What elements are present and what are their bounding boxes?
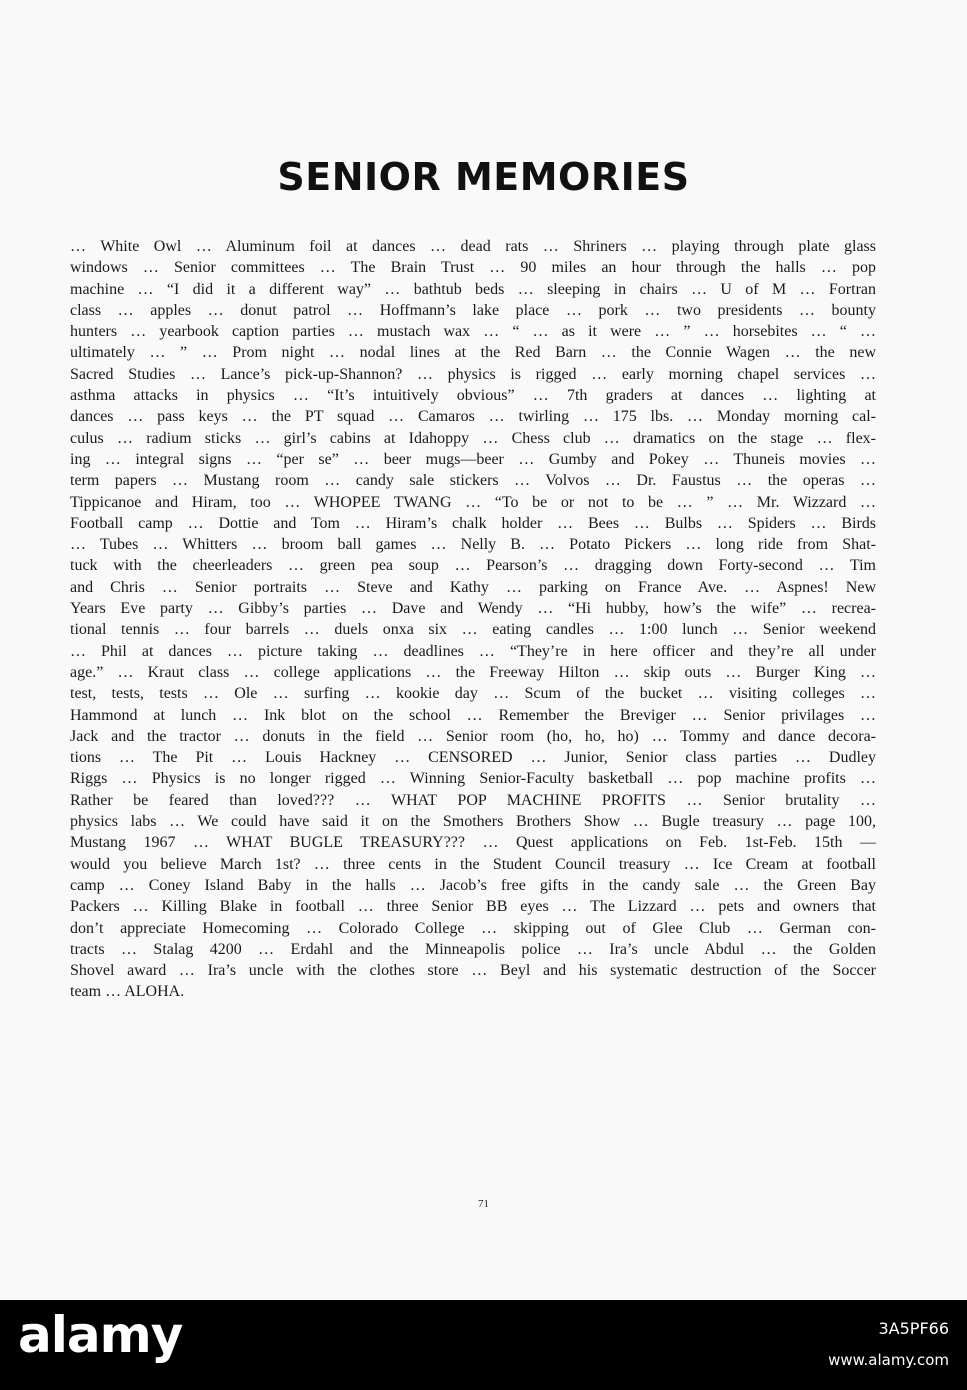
text-line: Football camp … Dottie and Tom … Hiram’s chalk holder … Bees … Bulbs … Spiders … Birds	[70, 514, 876, 532]
text-line: culus … radium sticks … girl’s cabins at Idahoppy … Chess club … dramatics on the stage … flex-	[70, 429, 876, 447]
text-line: class … apples … donut patrol … Hoffmann’s lake place … pork … two presidents … bounty	[70, 301, 876, 319]
text-line: Years Eve party … Gibby’s parties … Dave and Wendy … “Hi hubby, how’s the wife” … recrea-	[70, 600, 876, 618]
text-line: asthma attacks in physics … “It’s intuitively obvious” … 7th graders at dances … lighting at	[70, 387, 876, 405]
text-line: tional tennis … four barrels … duels onxa six … eating candles … 1:00 lunch … Senior weekend	[70, 621, 876, 639]
text-line: Jack and the tractor … donuts in the field … Senior room (ho, ho, ho) … Tommy and dance decora-	[70, 727, 876, 745]
text-line: don’t appreciate Homecoming … Colorado College … skipping out of Glee Club … German con-	[70, 919, 876, 937]
text-line: camp … Coney Island Baby in the halls … Jacob’s free gifts in the candy sale … the Green Bay	[70, 876, 876, 894]
text-line: Riggs … Physics is no longer rigged … Winning Senior-Faculty basketball … pop machine profits …	[70, 770, 876, 788]
text-line: test, tests, tests … Ole … surfing … kookie day … Scum of the bucket … visiting colleges …	[70, 685, 876, 703]
text-line: hunters … yearbook caption parties … mustach wax … “ … as it were … ” … horsebites … “ …	[70, 323, 876, 341]
text-line: physics labs … We could have said it on the Smothers Brothers Show … Bugle treasury … page 100,	[70, 813, 876, 831]
text-line: Mustang 1967 … WHAT BUGLE TREASURY??? … Quest applications on Feb. 1st-Feb. 15th —	[70, 834, 876, 852]
text-line: would you believe March 1st? … three cents in the Student Council treasury … Ice Cream at football	[70, 855, 876, 873]
text-line: tuck with the cheerleaders … green pea soup … Pearson’s … dragging down Forty-second … Tim	[70, 557, 876, 575]
text-line: windows … Senior committees … The Brain Trust … 90 miles an hour through the halls … pop	[70, 259, 876, 277]
text-line: age.” … Kraut class … college applications … the Freeway Hilton … skip outs … Burger King …	[70, 663, 876, 681]
text-line: Shovel award … Ira’s uncle with the clothes store … Beyl and his systematic destruction of the Soccer	[70, 962, 876, 980]
text-line: team … ALOHA.	[70, 983, 185, 1001]
text-line: Rather be feared than loved??? … WHAT POP MACHINE PROFITS … Senior brutality …	[70, 791, 876, 809]
text-line: … White Owl … Aluminum foil at dances … dead rats … Shriners … playing through plate glass	[70, 238, 876, 255]
brand-logo: alamy	[18, 1306, 183, 1364]
page-title: SENIOR MEMORIES	[277, 155, 690, 199]
text-line: term papers … Mustang room … candy sale stickers … Volvos … Dr. Faustus … the operas …	[70, 472, 876, 490]
site-url: www.alamy.com	[828, 1351, 949, 1369]
page-number: 71	[478, 1198, 489, 1210]
text-line: and Chris … Senior portraits … Steve and Kathy … parking on France Ave. … Aspnes! New	[70, 578, 876, 596]
text-line: tracts … Stalag 4200 … Erdahl and the Minneapolis police … Ira’s uncle Abdul … the Golden	[70, 940, 876, 958]
text-line: machine … “I did it a different way” … bathtub beds … sleeping in chairs … U of M … Fortran	[70, 280, 876, 298]
text-line: tions … The Pit … Louis Hackney … CENSORED … Junior, Senior class parties … Dudley	[70, 749, 876, 767]
text-line: ultimately … ” … Prom night … nodal lines at the Red Barn … the Connie Wagen … the new	[70, 344, 876, 362]
text-line: Hammond at lunch … Ink blot on the school … Remember the Breviger … Senior privilages …	[70, 706, 876, 724]
text-line: … Tubes … Whitters … broom ball games … Nelly B. … Potato Pickers … long ride from Shat-	[70, 536, 876, 554]
memories-text	[70, 236, 876, 1003]
text-line: ing … integral signs … “per se” … beer mugs—beer … Gumby and Pokey … Thuneis movies …	[70, 450, 876, 468]
text-line: … Phil at dances … picture taking … deadlines … “They’re in here officer and they’re all under	[70, 642, 876, 660]
text-line: Packers … Killing Blake in football … three Senior BB eyes … The Lizzard … pets and owners that	[70, 898, 876, 916]
text-line: dances … pass keys … the PT squad … Camaros … twirling … 175 lbs. … Monday morning cal-	[70, 408, 876, 426]
image-id: 3A5PF66	[878, 1319, 949, 1338]
text-line: Sacred Studies … Lance’s pick-up-Shannon? … physics is rigged … early morning chapel services …	[70, 365, 876, 383]
text-line: Tippicanoe and Hiram, too … WHOPEE TWANG … “To be or not to be … ” … Mr. Wizzard …	[70, 493, 876, 511]
